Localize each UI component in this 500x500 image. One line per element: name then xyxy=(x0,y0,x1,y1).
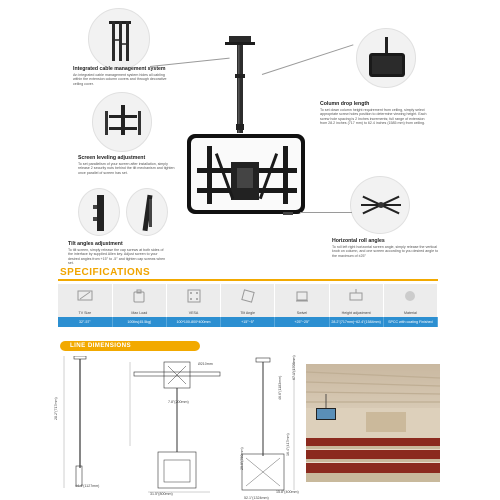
spec-value: +15°~5° xyxy=(221,317,275,327)
tall-column-drawing xyxy=(262,356,302,494)
material-icon xyxy=(383,284,437,308)
height-adjustment-icon xyxy=(329,284,383,308)
spec-header: VESA xyxy=(166,308,220,317)
tilt-feature-desc: To tilt screen, simply release the cap screws at both sides of the interface by supplied Allen key. Adjust screen to your desired angles from +15° to -5° and tighten cap screws when set. xyxy=(68,248,166,266)
drop-b-label: 29.9"(760mm) xyxy=(240,447,244,470)
leveling-feature-title: Screen leveling adjustment xyxy=(78,155,146,161)
cable-feature-title: Integrated cable management system xyxy=(73,66,166,72)
line-dimensions-title: LINE DIMENSIONS xyxy=(60,341,200,351)
spec-header: Max Load xyxy=(112,308,166,317)
tv-size-icon xyxy=(58,284,112,308)
vesa-icon xyxy=(166,284,220,308)
cable-feature-desc: An integrated cable management system hides all cabling within the extension column covers and through decorative ceiling cover. xyxy=(73,73,167,86)
roll-feature-desc: To roll left right horizontal screen angle, simply release the vertical knob on column, and one screen according to you desired angle to the maximum of ±25° xyxy=(332,245,439,258)
spec-value: 32"-57" xyxy=(58,317,112,327)
spec-value: SPCC with coating Finished xyxy=(383,317,437,327)
side-view-drawing xyxy=(60,356,100,491)
specifications-table xyxy=(58,284,438,327)
spec-header: Height adjustment xyxy=(329,308,383,317)
lecture-hall-photo xyxy=(306,364,440,482)
tilt-side-icon xyxy=(127,189,168,236)
right-height-label: 16.4"(417mm) xyxy=(286,433,290,456)
roll-feature-title: Horizontal roll angles xyxy=(332,238,385,244)
top-height-label: 67.1"(1705mm) xyxy=(292,355,296,380)
column-drop-photo xyxy=(356,28,416,88)
leveling-photo xyxy=(92,92,152,152)
width-small-label: 7.8"(200mm) xyxy=(168,400,189,404)
spec-value-row xyxy=(58,317,438,327)
spec-value: 100*100-800*400mm xyxy=(166,317,220,327)
swivel-icon xyxy=(275,284,329,308)
spec-header: TV Size xyxy=(58,308,112,317)
spec-header: Swivel xyxy=(275,308,329,317)
roll-photo xyxy=(350,176,410,234)
bottom-width-label: 31.5"(800mm) xyxy=(150,492,173,496)
column-feature-desc: To set down column height requirement from ceiling, simply select appropriate screw holes position to determine viewing height. Each screw hole spacing is 2 Inches increments; full range of extension from 28.2 inches (717 mm) to 62.4 inches (1585 mm) from ceiling. xyxy=(320,108,427,126)
roll-angle-icon xyxy=(351,177,410,234)
column-feature-title: Column drop length xyxy=(320,101,370,107)
tilt-photo-left xyxy=(78,188,120,236)
roll-leader-line xyxy=(300,212,352,213)
diameter-label: Ø210mm xyxy=(198,362,213,366)
side-b-label: 52.1"(1324mm) xyxy=(244,496,269,500)
spec-icon-row xyxy=(58,284,438,308)
cable-management-photo xyxy=(88,8,150,70)
tilt-photo-right xyxy=(126,188,168,236)
ceiling-mount-product-image xyxy=(185,36,320,231)
tilt-feature-title: Tilt angles adjustment xyxy=(68,241,123,247)
max-load-icon xyxy=(112,284,166,308)
left-height-label: 28.2"(717mm) xyxy=(54,397,58,420)
specifications-title: SPECIFICATIONS xyxy=(60,267,151,278)
spec-header-row xyxy=(58,308,438,317)
leveling-feature-desc: To set parallelism of your screen after installation, simply release 2 security nuts behind the tilt mechanism and tighten once parallel of screen has set. xyxy=(78,162,175,175)
front-view-drawing xyxy=(128,356,238,496)
spec-value: 28.2"(717mm)~62.4"(1584mm) xyxy=(329,317,383,327)
spec-header: Tilt Angle xyxy=(221,308,275,317)
tilt-bracket-icon xyxy=(79,189,120,236)
leveling-bracket-icon xyxy=(93,93,152,152)
cable-column-icon xyxy=(89,9,150,70)
spec-value: +25°~25° xyxy=(275,317,329,327)
tilt-angle-icon xyxy=(221,284,275,308)
drop-a-label: 46.6"(1183mm) xyxy=(278,375,282,400)
tv-screen-icon xyxy=(357,29,416,88)
side-a-label: 44.4"(1127mm) xyxy=(75,484,100,488)
right-width-label: 15.8"(400mm) xyxy=(276,490,299,494)
spec-value: 100lbs(45.5kg) xyxy=(112,317,166,327)
specifications-rule xyxy=(58,279,438,281)
spec-header: Material xyxy=(383,308,437,317)
